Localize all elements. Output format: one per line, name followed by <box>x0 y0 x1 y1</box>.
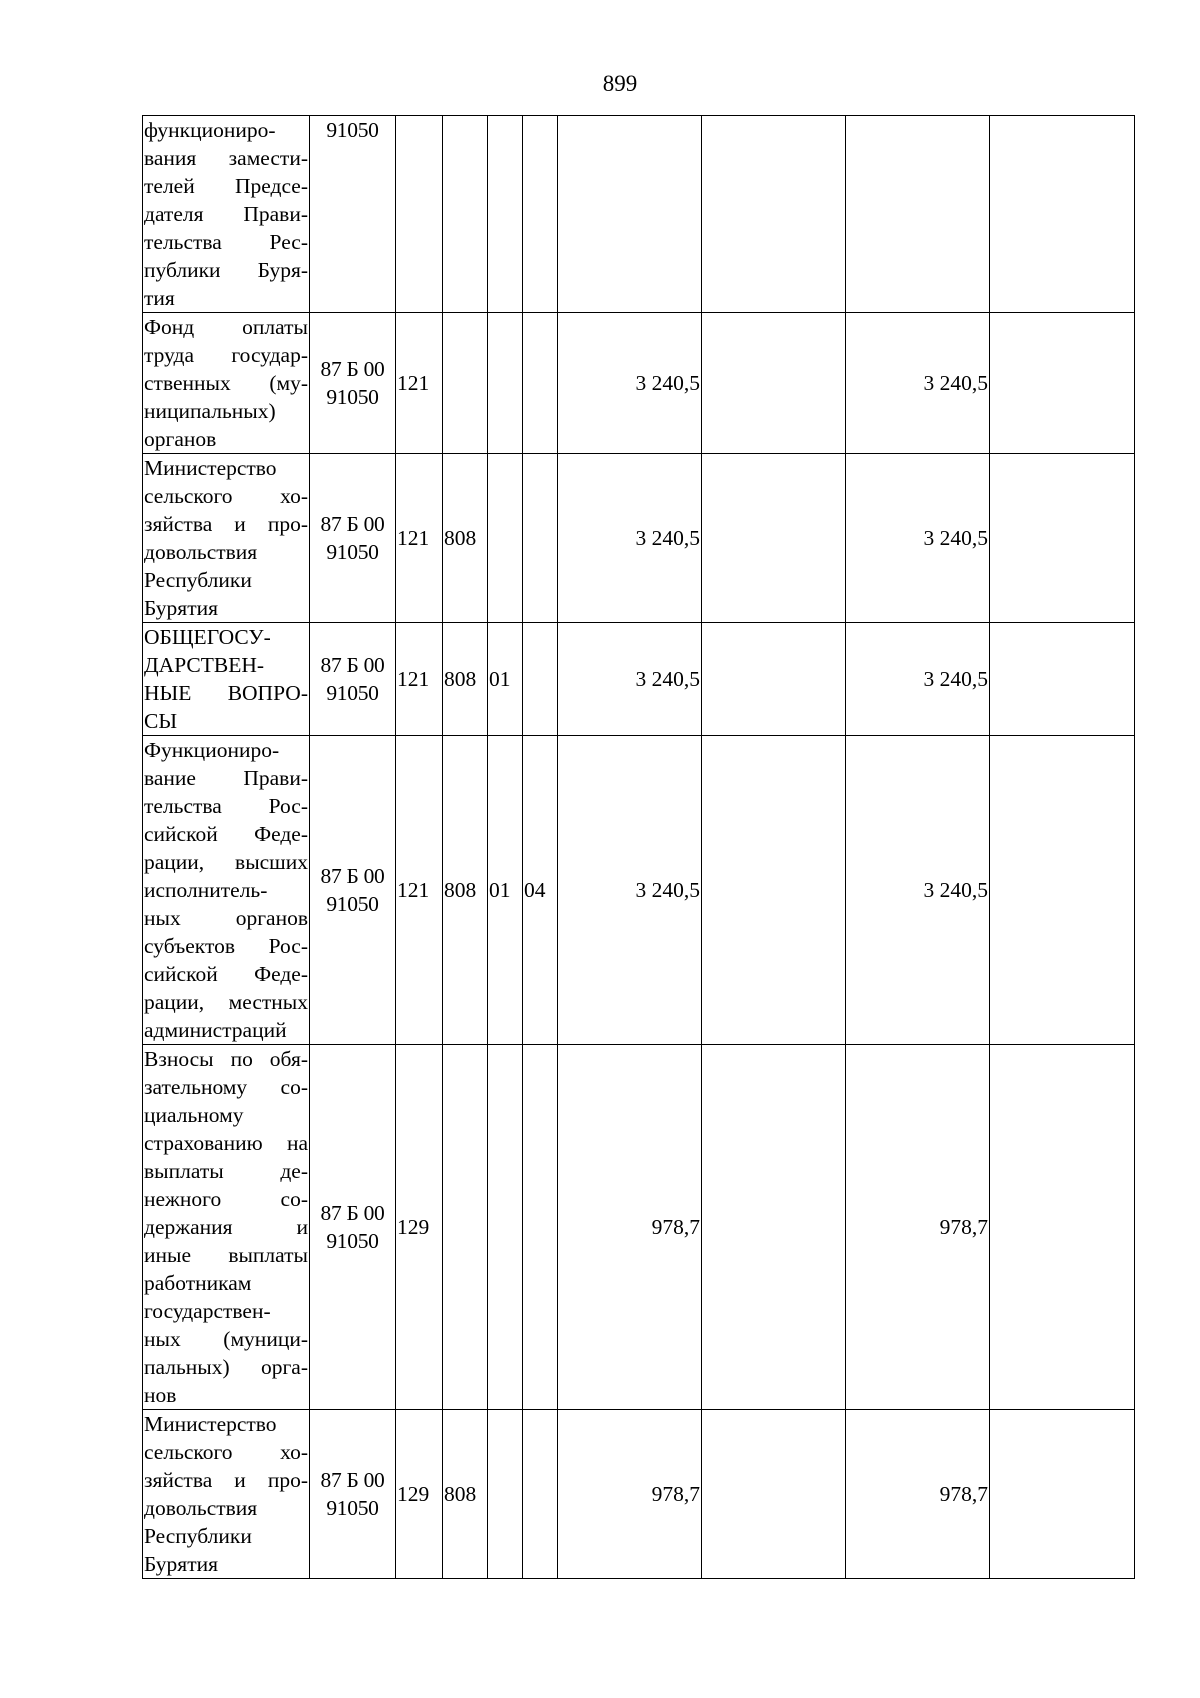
item-name-line: публики Буря- <box>144 258 308 282</box>
section-code-cell <box>488 1045 523 1410</box>
section-code-cell <box>488 313 523 454</box>
item-name-line: ДАРСТВЕН- <box>144 653 265 677</box>
item-name-line: Республики <box>144 568 252 592</box>
amount-cell-2 <box>702 1410 846 1579</box>
expense-type-cell: 129 <box>396 1045 443 1410</box>
item-name-line: функциониро- <box>144 118 276 142</box>
item-name-line: тия <box>144 286 175 310</box>
table-row <box>143 1045 1135 1410</box>
page-number: 899 <box>602 71 638 96</box>
item-name-cell <box>143 1045 310 1410</box>
subsection-code-cell: 04 <box>523 736 558 1045</box>
item-name-line: сельского хо- <box>144 484 308 508</box>
amount-cell-3: 978,7 <box>846 1410 990 1579</box>
item-name-line: сельского хо- <box>144 1440 308 1464</box>
item-name-cell <box>143 116 310 313</box>
item-name-line: НЫЕ ВОПРО- <box>144 681 308 705</box>
item-name-cell <box>143 454 310 623</box>
item-name-line: страхованию на <box>144 1131 308 1155</box>
item-name-line: зяйства и про- <box>144 512 308 536</box>
administrator-code-cell: 808 <box>443 736 488 1045</box>
item-name-line: телей Предсе- <box>144 174 308 198</box>
table-body <box>143 116 1135 1579</box>
item-name-line: Бурятия <box>144 596 218 620</box>
item-name-line: нов <box>144 1383 177 1407</box>
table-row <box>143 736 1135 1045</box>
amount-cell-4 <box>990 736 1135 1045</box>
amount-cell-4 <box>990 1410 1135 1579</box>
subsection-code-cell <box>523 623 558 736</box>
target-article-cell: 87 Б 00 91050 <box>310 736 396 1045</box>
item-name-line: Функциониро- <box>144 738 280 762</box>
item-name-line: дателя Прави- <box>144 202 308 226</box>
amount-cell-2 <box>702 313 846 454</box>
item-name-line: труда государ- <box>144 343 308 367</box>
section-code-cell: 01 <box>488 736 523 1045</box>
item-name-line: держания и <box>144 1215 308 1239</box>
amount-cell-3 <box>846 116 990 313</box>
item-name-line: довольствия <box>144 1496 258 1520</box>
amount-cell-4 <box>990 313 1135 454</box>
amount-cell-3: 3 240,5 <box>846 623 990 736</box>
item-name-line: сийской Феде- <box>144 962 308 986</box>
item-name-line: Бурятия <box>144 1552 218 1576</box>
section-code-cell <box>488 454 523 623</box>
amount-cell-4 <box>990 623 1135 736</box>
item-name-line: администраций <box>144 1018 287 1042</box>
amount-cell-2 <box>702 736 846 1045</box>
target-article-cell: 91050 <box>310 116 396 313</box>
amount-cell-3: 3 240,5 <box>846 454 990 623</box>
budget-table <box>142 115 1135 1579</box>
amount-cell-2 <box>702 116 846 313</box>
administrator-code-cell <box>443 116 488 313</box>
administrator-code-cell: 808 <box>443 454 488 623</box>
target-article-cell: 87 Б 00 91050 <box>310 623 396 736</box>
section-code-cell: 01 <box>488 623 523 736</box>
item-name-line: Министерство <box>144 1412 277 1436</box>
item-name-line: нежного со- <box>144 1187 308 1211</box>
item-name-line: исполнитель- <box>144 878 268 902</box>
administrator-code-cell <box>443 313 488 454</box>
item-name-line: работникам <box>144 1271 252 1295</box>
item-name-line: Фонд оплаты <box>144 315 308 339</box>
item-name-line: ных органов <box>144 906 308 930</box>
item-name-line: пальных) орга- <box>144 1355 308 1379</box>
section-code-cell <box>488 1410 523 1579</box>
amount-cell-1: 978,7 <box>558 1410 702 1579</box>
amount-cell-3: 978,7 <box>846 1045 990 1410</box>
item-name-line: зательному со- <box>144 1075 308 1099</box>
item-name-line: вание Прави- <box>144 766 308 790</box>
item-name-line: ОБЩЕГОСУ- <box>144 625 271 649</box>
amount-cell-4 <box>990 1045 1135 1410</box>
expense-type-cell: 121 <box>396 736 443 1045</box>
item-name-line: рации, местных <box>144 990 308 1014</box>
subsection-code-cell <box>523 116 558 313</box>
item-name-line: Республики <box>144 1524 252 1548</box>
amount-cell-1 <box>558 116 702 313</box>
subsection-code-cell <box>523 1045 558 1410</box>
administrator-code-cell: 808 <box>443 1410 488 1579</box>
amount-cell-1: 3 240,5 <box>558 623 702 736</box>
item-name-line: тельства Рес- <box>144 230 308 254</box>
item-name-line: ниципальных) <box>144 399 276 423</box>
amount-cell-1: 3 240,5 <box>558 736 702 1045</box>
table-row <box>143 454 1135 623</box>
amount-cell-1: 3 240,5 <box>558 454 702 623</box>
expense-type-cell: 121 <box>396 454 443 623</box>
item-name-line: тельства Рос- <box>144 794 308 818</box>
item-name-cell <box>143 1410 310 1579</box>
target-article-cell: 87 Б 00 91050 <box>310 454 396 623</box>
expense-type-cell: 121 <box>396 313 443 454</box>
item-name-line: выплаты де- <box>144 1159 308 1183</box>
amount-cell-2 <box>702 454 846 623</box>
table-row <box>143 313 1135 454</box>
item-name-line: зяйства и про- <box>144 1468 308 1492</box>
administrator-code-cell <box>443 1045 488 1410</box>
item-name-line: субъектов Рос- <box>144 934 308 958</box>
item-name-line: органов <box>144 427 217 451</box>
item-name-line: довольствия <box>144 540 258 564</box>
item-name-line: СЫ <box>144 709 178 733</box>
item-name-cell <box>143 623 310 736</box>
target-article-cell: 87 Б 00 91050 <box>310 1045 396 1410</box>
amount-cell-4 <box>990 116 1135 313</box>
target-article-cell: 87 Б 00 91050 <box>310 313 396 454</box>
amount-cell-4 <box>990 454 1135 623</box>
item-name-line: государствен- <box>144 1299 271 1323</box>
subsection-code-cell <box>523 313 558 454</box>
item-name-cell <box>143 313 310 454</box>
administrator-code-cell: 808 <box>443 623 488 736</box>
amount-cell-3: 3 240,5 <box>846 736 990 1045</box>
item-name-line: вания замести- <box>144 146 308 170</box>
item-name-cell <box>143 736 310 1045</box>
table-row <box>143 623 1135 736</box>
item-name-line: ных (муници- <box>144 1327 308 1351</box>
amount-cell-3: 3 240,5 <box>846 313 990 454</box>
section-code-cell <box>488 116 523 313</box>
expense-type-cell: 129 <box>396 1410 443 1579</box>
target-article-cell: 87 Б 00 91050 <box>310 1410 396 1579</box>
subsection-code-cell <box>523 454 558 623</box>
item-name-line: Взносы по обя- <box>144 1047 308 1071</box>
item-name-line: Министерство <box>144 456 277 480</box>
item-name-line: иные выплаты <box>144 1243 308 1267</box>
expense-type-cell: 121 <box>396 623 443 736</box>
amount-cell-1: 3 240,5 <box>558 313 702 454</box>
subsection-code-cell <box>523 1410 558 1579</box>
table-row <box>143 1410 1135 1579</box>
amount-cell-2 <box>702 623 846 736</box>
item-name-line: сийской Феде- <box>144 822 308 846</box>
expense-type-cell <box>396 116 443 313</box>
amount-cell-1: 978,7 <box>558 1045 702 1410</box>
item-name-line: циальному <box>144 1103 244 1127</box>
item-name-line: ственных (му- <box>144 371 308 395</box>
item-name-line: рации, высших <box>144 850 308 874</box>
amount-cell-2 <box>702 1045 846 1410</box>
table-row <box>143 116 1135 313</box>
